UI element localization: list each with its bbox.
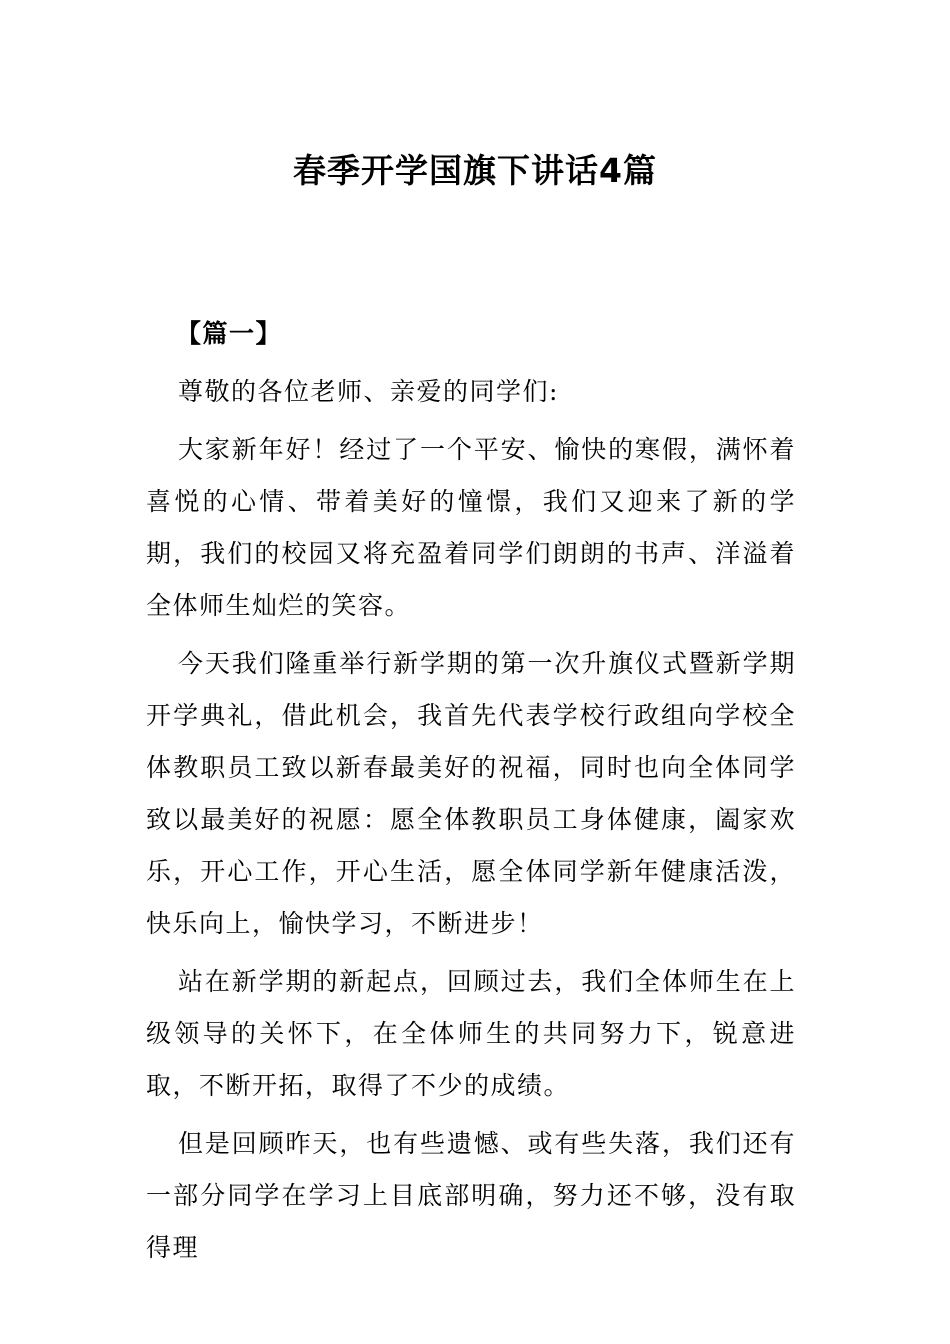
paragraph: 站在新学期的新起点，回顾过去，我们全体师生在上级领导的关怀下，在全体师生的共同努力下，锐意进取，不断开拓，取得了不少的成绩。 [146,967,796,1100]
paragraph: 今天我们隆重举行新学期的第一次升旗仪式暨新学期开学典礼，借此机会，我首先代表学校行政组向学校全体教职员工致以新春最美好的祝福，同时也向全体同学致以最美好的祝愿：愿全体教职员工身体健康，阖家欢乐，开心工作，开心生活，愿全体同学新年健康活泼，快乐向上，愉快学习，不断进步！ [146,649,796,938]
section-label: 【篇一】 [176,319,283,348]
paragraph: 但是回顾昨天，也有些遗憾、或有些失落，我们还有一部分同学在学习上目底部明确，努力还不够，没有取得理 [146,1129,796,1262]
paragraph: 大家新年好！经过了一个平安、愉快的寒假，满怀着喜悦的心情、带着美好的憧憬，我们又迎来了新的学期，我们的校园又将充盈着同学们朗朗的书声、洋溢着全体师生灿烂的笑容。 [146,435,796,620]
document-title: 春季开学国旗下讲话4篇 [293,151,657,190]
document-body [146,308,796,1280]
salutation: 尊敬的各位老师、亲爱的同学们: [178,377,559,406]
